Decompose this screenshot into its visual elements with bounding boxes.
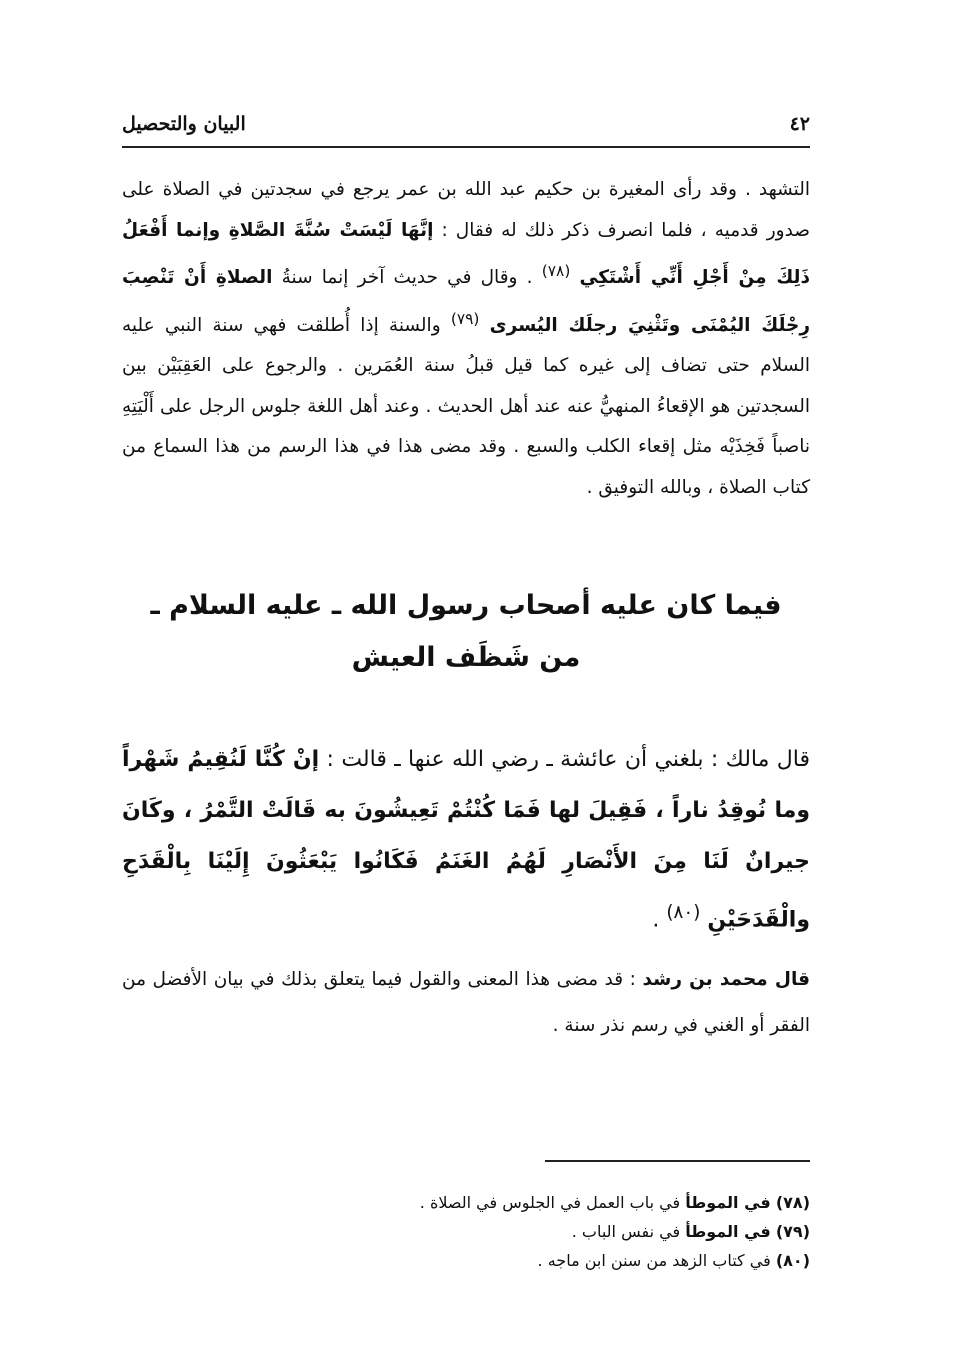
running-title: البيان والتحصيل xyxy=(122,113,246,135)
section-heading-line-1: فيما كان عليه أصحاب رسول الله ـ عليه السلام ـ xyxy=(150,590,782,621)
footnote-source: في الموطأ xyxy=(685,1222,771,1241)
paragraph-2 xyxy=(122,734,810,945)
footnote-78 xyxy=(122,1188,810,1217)
paragraph-1 xyxy=(122,170,810,508)
paragraph-1-text-b: . وقال في حديث آخر إنما سنةُ xyxy=(281,267,533,289)
paragraph-3-text: : قد مضى هذا المعنى والقول فيما يتعلق بذلك في بيان الأفضل من الفقر أو الغني في رسم نذر سنة . xyxy=(122,969,810,1036)
footnote-source: في الموطأ xyxy=(685,1193,771,1212)
header-rule xyxy=(122,146,810,148)
hadith-quote-2: الصلاةِ أَنْ تَنْصِبَ رِجْلَكَ اليُمْنَى وتَثْنِيَ رجلَك اليُسرى xyxy=(122,267,810,336)
footnote-ref-78: (٧٨) xyxy=(541,262,571,280)
footnote-number: (٧٩) xyxy=(775,1222,810,1241)
paragraph-2-intro: قال مالك : بلغني أن عائشة ـ رضي الله عنها ـ قالت : xyxy=(326,747,810,772)
footnote-rule xyxy=(545,1160,810,1162)
paragraph-2-end: . xyxy=(652,907,660,933)
footnote-number: (٨٠) xyxy=(775,1251,810,1270)
paragraph-1-text-c: والسنة إذا أُطلقت فهي سنة النبي عليه السلام حتى تضاف إلى غيره كما قيل قبلُ سنة العُمَرين . والرجوع على العَقِبَيْن بين السجدتين هو الإقعاءُ المنهيُّ عنه عند أهل الحديث . وعند أهل اللغة جلوس الرجل على أَلْيَتِهِ ناصباً فَخِذَيْه مثل إقعاء الكلب والسبع . وقد مضى هذا في هذا الرسم من هذا السماع من كتاب الصلاة ، وبالله التوفيق . xyxy=(122,314,810,498)
footnote-text: في نفس الباب . xyxy=(571,1222,681,1241)
page-header xyxy=(122,106,810,142)
footnotes xyxy=(122,1188,810,1275)
section-heading-line-2: من شَظَف العيش xyxy=(351,642,581,673)
footnote-text: في كتاب الزهد من سنن ابن ماجه . xyxy=(537,1251,771,1270)
footnote-ref-79: (٧٩) xyxy=(450,309,480,328)
footnote-text: في باب العمل في الجلوس في الصلاة . xyxy=(419,1193,681,1212)
paragraph-3 xyxy=(122,957,810,1049)
paragraph-1-text-a: التشهد . وقد رأى المغيرة بن حكيم عبد الله بن عمر يرجع في سجدتين في الصلاة على صدور قدميه ، فلما انصرف ذكر ذلك له فقال : xyxy=(122,179,810,241)
footnote-ref-80: (٨٠) xyxy=(666,902,701,923)
hadith-quote-1: إنَّهَا لَيْسَتْ سُنَّةَ الصَّلاةِ وإنما أَفْعَلُ ذَلِكَ مِنْ أَجْلِ أَنِّي أَشْتَكِي xyxy=(122,219,810,289)
footnote-79 xyxy=(122,1217,810,1246)
footnote-number: (٧٨) xyxy=(775,1193,810,1212)
footnote-80 xyxy=(122,1246,810,1275)
hadith-quote-3: إنْ كُنَّا لَنُقِيمُ شَهْراً وما نُوقِدُ ناراً ، فَقِيلَ لها فَمَا كُنْتُمْ تَعِيشُونَ به قَالَتْ التَّمْرُ ، وكَانَ جيرانٌ لَنَا مِنَ الأَنْصَارِ لَهُمُ الغَنَمُ فَكَانُوا يَبْعَثُونَ إِلَيْنَا بِالْقَدَحِ والْقَدَحَيْنِ xyxy=(122,747,810,933)
page-number: ٤٢ xyxy=(789,113,810,135)
commentator-name: قال محمد بن رشد xyxy=(642,969,810,990)
